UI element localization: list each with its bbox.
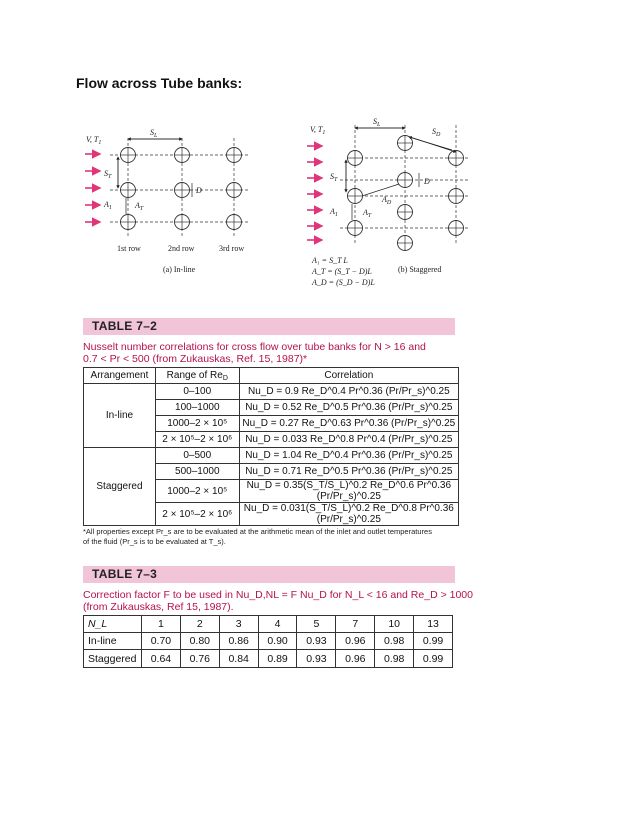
nl-value: 7 xyxy=(336,616,375,633)
table-7-2 xyxy=(83,367,459,526)
range-cell: 1000–2 × 10⁵ xyxy=(155,480,239,503)
factor-cell: 0.96 xyxy=(336,633,375,650)
range-cell: 500–1000 xyxy=(155,464,239,480)
group-inline: In-line xyxy=(84,384,156,448)
svg-text:A1: $A_1$ xyxy=(330,207,338,218)
row-3-label: 3rd row xyxy=(219,244,245,253)
svg-text:A1: $A_1$ xyxy=(104,200,112,211)
svg-text:AT: $A_T$ xyxy=(135,201,144,212)
svg-text:ST: $S_T$ xyxy=(330,172,338,183)
row-label-staggered: Staggered xyxy=(84,650,142,668)
factor-cell: 0.89 xyxy=(258,650,297,668)
correlation-cell: Nu_D = 0.031(S_T/S_L)^0.2 Re_D^0.8 Pr^0.36 (Pr/Pr_s)^0.25 xyxy=(239,503,458,526)
nl-header-row xyxy=(84,616,453,633)
factor-cell: 0.70 xyxy=(141,633,180,650)
svg-text:D: D xyxy=(424,177,430,186)
correlation-cell: Nu_D = 1.04 Re_D^0.4 Pr^0.36 (Pr/Pr_s)^0.25 xyxy=(239,448,458,464)
factor-cell: 0.96 xyxy=(336,650,375,668)
range-cell: 2 × 10⁵–2 × 10⁶ xyxy=(155,503,239,526)
svg-text:AD: $A_D$ xyxy=(382,195,392,206)
factor-cell: 0.80 xyxy=(180,633,219,650)
inline-caption: (a) In-line xyxy=(163,265,196,274)
row-label-inline: In-line xyxy=(84,633,142,650)
svg-text:V, T1: V, $T_1$ xyxy=(310,125,326,136)
table-7-2-caption-2: 0.7 < Pr < 500 (from Zukauskas, Ref. 15, 1987)* xyxy=(83,353,308,365)
staggered-diagram xyxy=(307,117,470,287)
range-cell: 0–500 xyxy=(155,448,239,464)
inline-flow-arrows xyxy=(85,154,100,222)
table-7-3-caption-1: Correction factor F to be used in Nu_D,NL = F Nu_D for N_L < 16 and Re_D > 1000 xyxy=(83,589,473,601)
table-7-2-footnote: *All properties except Pr_s are to be evaluated at the arithmetic mean of the inlet and outlet temperatures of the fluid (Pr_s is to be evaluated at T_s). xyxy=(83,527,432,546)
factor-cell: 0.98 xyxy=(375,650,414,668)
correlation-cell: Nu_D = 0.033 Re_D^0.8 Pr^0.4 (Pr/Pr_s)^0.25 xyxy=(239,432,458,448)
table-7-3 xyxy=(83,615,453,668)
nl-value: 10 xyxy=(375,616,414,633)
group-staggered: Staggered xyxy=(84,448,156,526)
table-7-2-label: TABLE 7–2 xyxy=(92,319,158,333)
table-row xyxy=(84,384,459,400)
col-header-range: Range of $Re_D$ xyxy=(155,368,239,384)
factor-cell: 0.93 xyxy=(297,650,336,668)
factor-cell: 0.99 xyxy=(414,650,453,668)
table-row xyxy=(84,650,453,668)
row-1-label: 1st row xyxy=(117,244,141,253)
eq-ad: A_D = (S_D − D)L xyxy=(312,278,375,287)
factor-cell: 0.84 xyxy=(219,650,258,668)
nl-value: 4 xyxy=(258,616,297,633)
table-header-row xyxy=(84,368,459,384)
factor-cell: 0.98 xyxy=(375,633,414,650)
staggered-caption: (b) Staggered xyxy=(398,265,442,274)
correlation-cell: Nu_D = 0.27 Re_D^0.63 Pr^0.36 (Pr/Pr_s)^0.25 xyxy=(239,416,458,432)
correlation-cell: Nu_D = 0.9 Re_D^0.4 Pr^0.36 (Pr/Pr_s)^0.25 xyxy=(239,384,458,400)
factor-cell: 0.64 xyxy=(141,650,180,668)
table-7-3-label: TABLE 7–3 xyxy=(92,567,158,581)
correlation-cell: Nu_D = 0.35(S_T/S_L)^0.2 Re_D^0.6 Pr^0.36 (Pr/Pr_s)^0.25 xyxy=(239,480,458,503)
inline-diagram xyxy=(85,128,248,274)
table-row xyxy=(84,448,459,464)
correlation-cell: Nu_D = 0.52 Re_D^0.5 Pr^0.36 (Pr/Pr_s)^0.25 xyxy=(239,400,458,416)
staggered-tubes xyxy=(348,136,464,251)
factor-cell: 0.93 xyxy=(297,633,336,650)
factor-cell: 0.76 xyxy=(180,650,219,668)
table-row xyxy=(84,633,453,650)
svg-text:D: D xyxy=(196,186,202,195)
nl-value: 13 xyxy=(414,616,453,633)
eq-at: A_T = (S_T − D)L xyxy=(312,267,372,276)
nl-value: 1 xyxy=(141,616,180,633)
range-cell: 2 × 10⁵–2 × 10⁶ xyxy=(155,432,239,448)
factor-cell: 0.86 xyxy=(219,633,258,650)
nl-header-label: N_L xyxy=(84,616,142,633)
col-header-correlation: Correlation xyxy=(239,368,458,384)
table-7-3-caption-2: (from Zukauskas, Ref 15, 1987). xyxy=(83,601,234,613)
nl-value: 3 xyxy=(219,616,258,633)
tube-bank-figure xyxy=(0,0,638,300)
svg-text:AT: $A_T$ xyxy=(363,208,372,219)
range-cell: 100–1000 xyxy=(155,400,239,416)
factor-cell: 0.90 xyxy=(258,633,297,650)
staggered-flow-arrows xyxy=(307,146,322,240)
correlation-cell: Nu_D = 0.71 Re_D^0.5 Pr^0.36 (Pr/Pr_s)^0.25 xyxy=(239,464,458,480)
inline-tubes xyxy=(121,148,242,230)
col-header-arrangement: Arrangement xyxy=(84,368,156,384)
svg-text:V, T1: V, $T_1$ xyxy=(86,135,102,146)
svg-text:SL: $S_L$ xyxy=(150,128,158,139)
range-cell: 0–100 xyxy=(155,384,239,400)
range-cell: 1000–2 × 10⁵ xyxy=(155,416,239,432)
table-7-2-caption-1: Nusselt number correlations for cross flow over tube banks for N > 16 and xyxy=(83,341,426,353)
page-heading: Flow across Tube banks: xyxy=(76,75,243,91)
svg-text:SD: $S_D$ xyxy=(432,127,441,138)
nl-value: 2 xyxy=(180,616,219,633)
factor-cell: 0.99 xyxy=(414,633,453,650)
row-2-label: 2nd row xyxy=(168,244,195,253)
svg-text:SL: $S_L$ xyxy=(373,117,381,128)
svg-text:ST: $S_T$ xyxy=(104,169,112,180)
eq-a1: A₁ = S_T L xyxy=(312,256,348,265)
nl-value: 5 xyxy=(297,616,336,633)
